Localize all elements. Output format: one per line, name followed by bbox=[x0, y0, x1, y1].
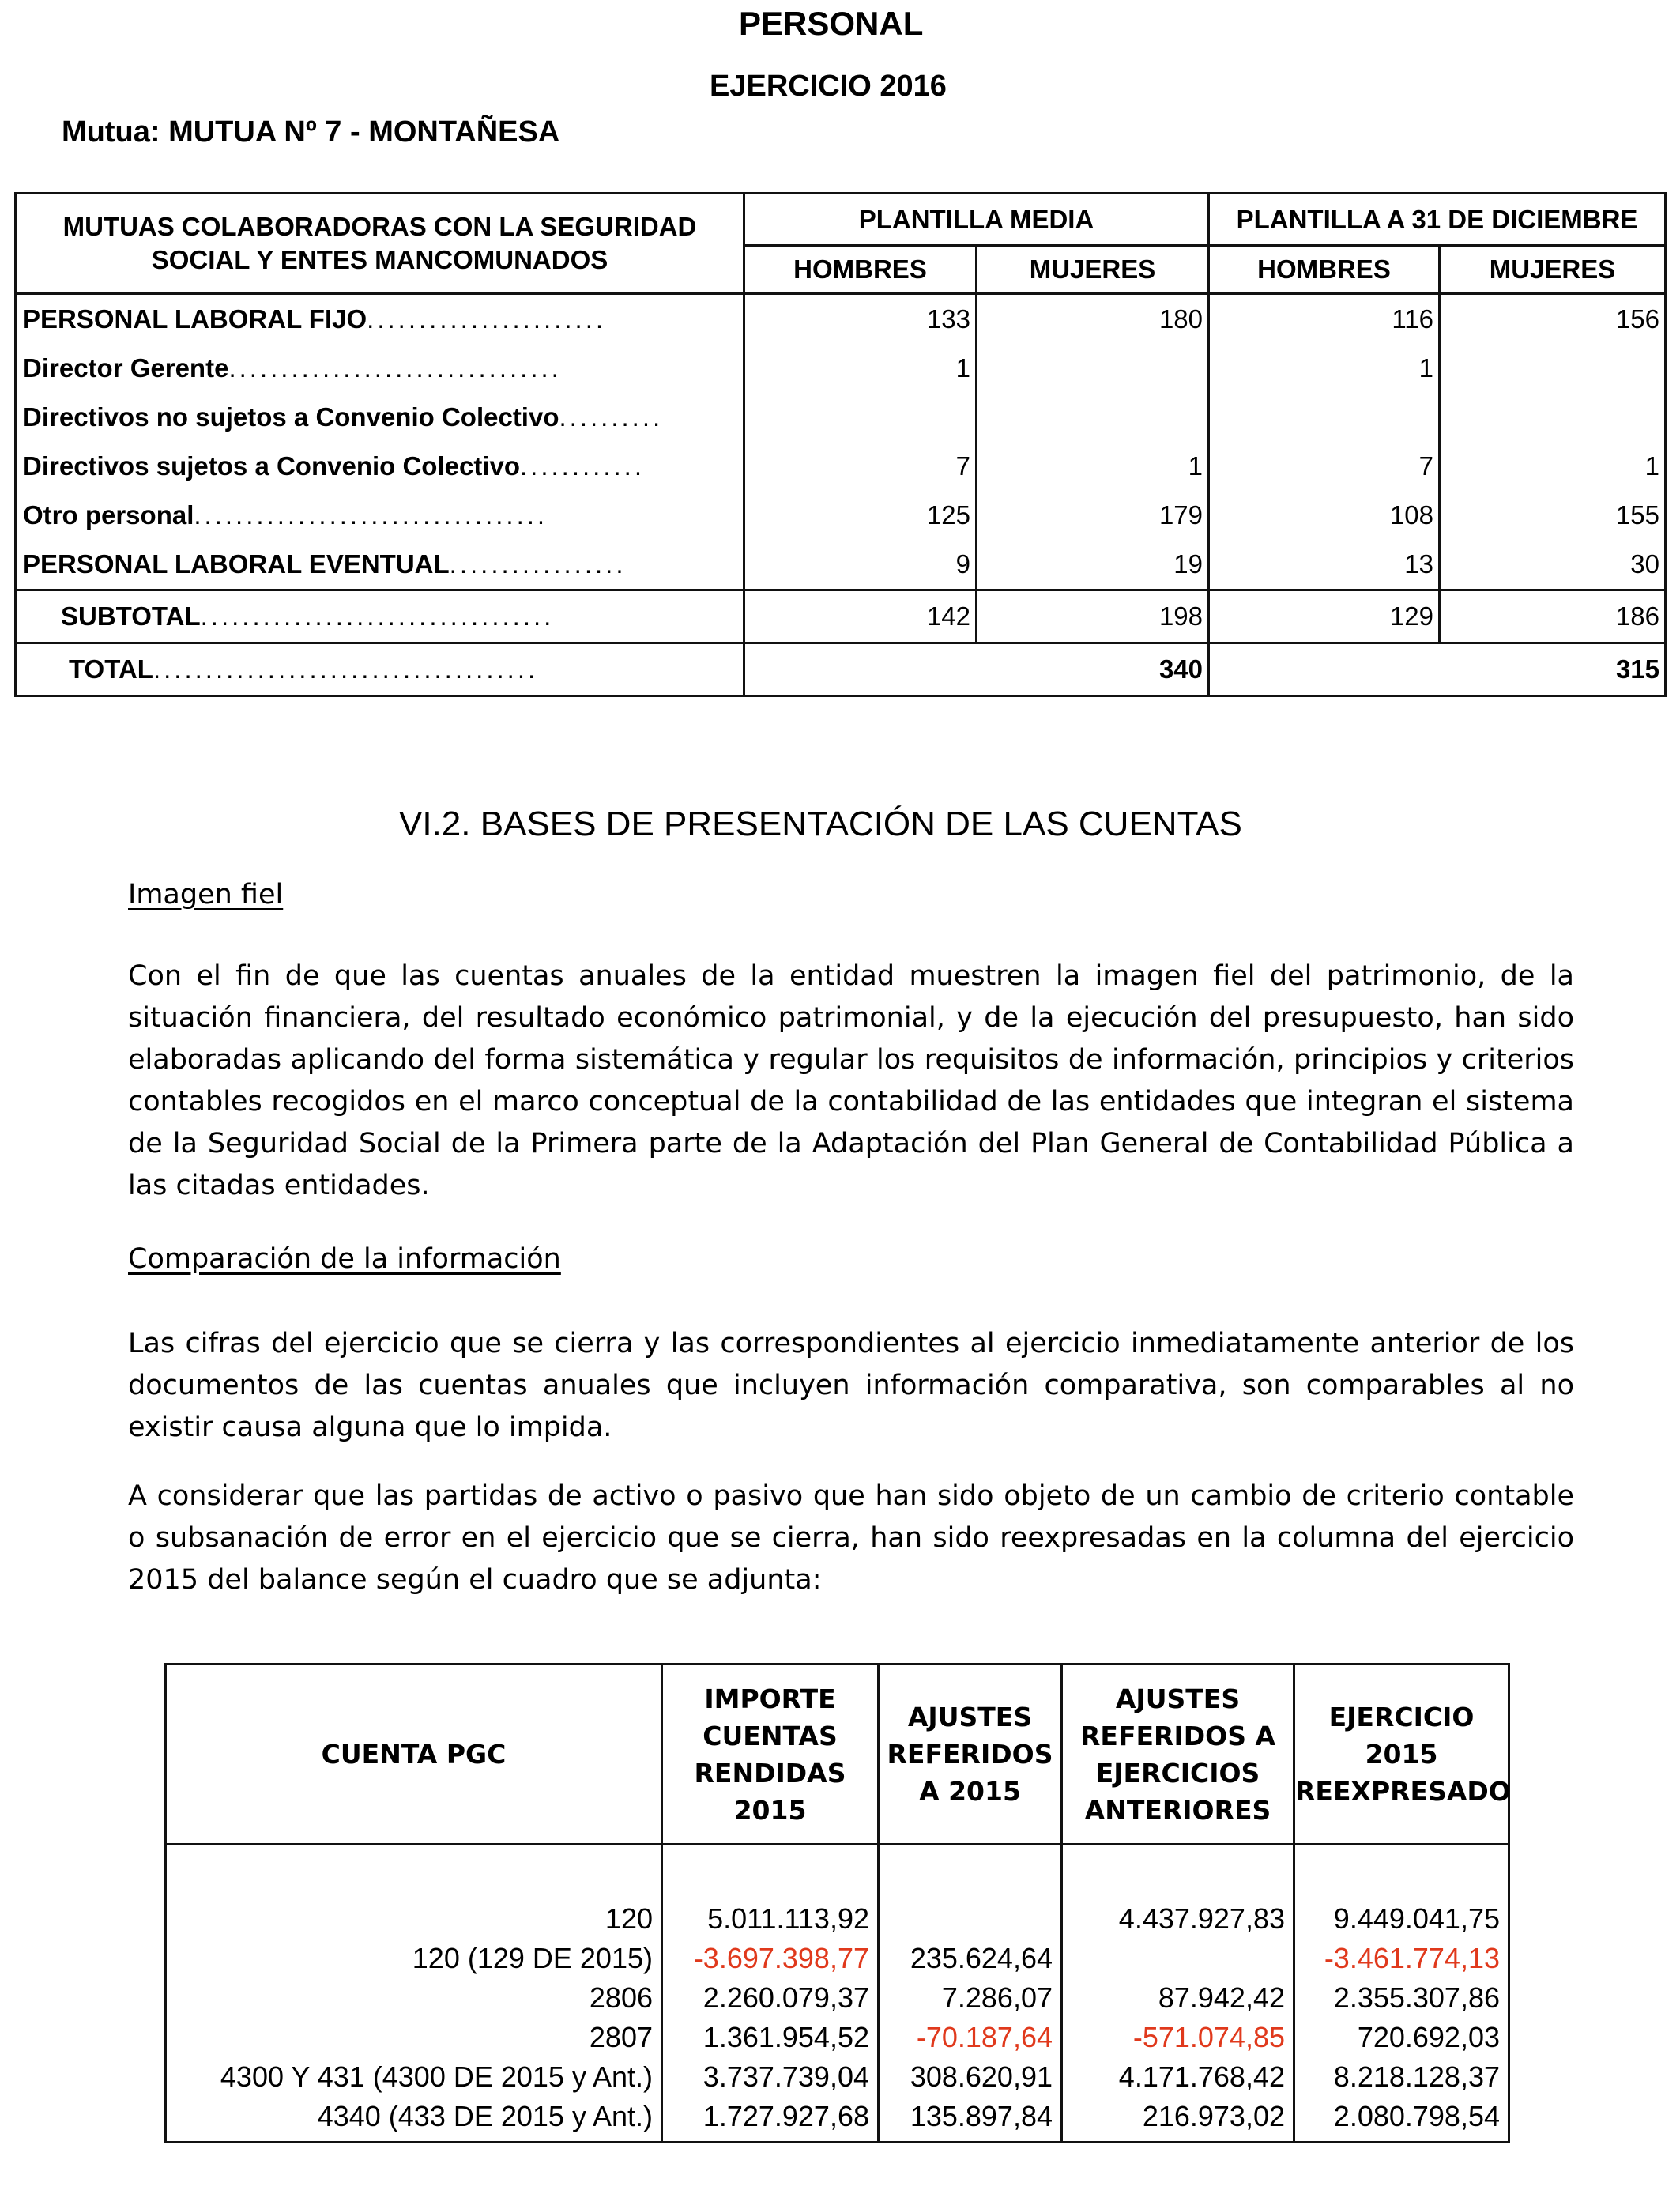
subtotal-row bbox=[16, 590, 1666, 643]
entity-header-line2: SOCIAL Y ENTES MANCOMUNADOS bbox=[151, 245, 608, 274]
cell-importe: 1.727.927,68 bbox=[662, 2097, 879, 2143]
header-ajustes-anteriores bbox=[1062, 1664, 1294, 1845]
cell-ejer: 2.080.798,54 bbox=[1294, 2097, 1509, 2143]
header-line: CUENTAS bbox=[703, 1720, 838, 1751]
subtotal-dic-hombres: 129 bbox=[1209, 590, 1440, 643]
reexpression-table bbox=[164, 1663, 1510, 2143]
table-row bbox=[16, 344, 1666, 393]
cell-ajant: -571.074,85 bbox=[1062, 2018, 1294, 2057]
cell-aj2015: 308.620,91 bbox=[879, 2057, 1062, 2097]
table-row bbox=[166, 2057, 1509, 2097]
cell-cuenta: 2807 bbox=[166, 2018, 662, 2057]
page-title: PERSONAL bbox=[739, 5, 924, 42]
header-line: REEXPRESADO bbox=[1295, 1776, 1511, 1807]
cell-dic-mujeres bbox=[1440, 344, 1666, 393]
header-ajustes-2015 bbox=[879, 1664, 1062, 1845]
table-row bbox=[166, 1899, 1509, 1939]
col-dic-hombres: HOMBRES bbox=[1209, 246, 1440, 294]
cell-ajant: 4.437.927,83 bbox=[1062, 1899, 1294, 1939]
header-line: EJERCICIOS bbox=[1095, 1757, 1260, 1789]
paragraph-imagen-fiel: Con el fin de que las cuentas anuales de la entidad muestren la imagen fiel del patrimonio, de la situación financiera, del resultado económico patrimonial, y de la ejecución del presupuesto, han sido elaboradas aplicando del forma sistemática y regular los requisitos de información, principios y criterios contables recogidos en el marco conceptual de la contabilidad de las entidades que integran el sistema de la Seguridad Social de la Primera parte de la Adaptación del Plan General de Contabilidad Pública a las citadas entidades. bbox=[128, 960, 1574, 1201]
mutua-name: Mutua: MUTUA Nº 7 - MONTAÑESA bbox=[62, 115, 560, 149]
cell-aj2015: 135.897,84 bbox=[879, 2097, 1062, 2143]
paragraph-comparacion: Las cifras del ejercicio que se cierra y las correspondientes al ejercicio inmediatamente anterior de los documentos de las cuentas anuales que incluyen información comparativa, son comparables al no existir causa alguna que lo impida. bbox=[128, 1328, 1574, 1443]
cell-ejer: 2.355.307,86 bbox=[1294, 1978, 1509, 2018]
cell-ejer: 9.449.041,75 bbox=[1294, 1899, 1509, 1939]
cell-dic-hombres: 108 bbox=[1209, 491, 1440, 540]
row-label: Directivos sujetos a Convenio Colectivo............ bbox=[16, 442, 744, 491]
header-line: A 2015 bbox=[919, 1776, 1021, 1807]
section-title: VI.2. BASES DE PRESENTACIÓN DE LAS CUENTAS bbox=[399, 805, 1242, 843]
cell-cuenta: 4340 (433 DE 2015 y Ant.) bbox=[166, 2097, 662, 2143]
table-row bbox=[16, 491, 1666, 540]
cell-cuenta: 4300 Y 431 (4300 DE 2015 y Ant.) bbox=[166, 2057, 662, 2097]
cell-dic-hombres bbox=[1209, 393, 1440, 442]
entity-header-line1: MUTUAS COLABORADORAS CON LA SEGURIDAD bbox=[62, 212, 697, 241]
cell-media-hombres: 7 bbox=[744, 442, 977, 491]
exercise-year: EJERCICIO 2016 bbox=[710, 70, 947, 103]
header-line: IMPORTE bbox=[704, 1683, 836, 1714]
cell-importe: 5.011.113,92 bbox=[662, 1899, 879, 1939]
header-line: 2015 bbox=[733, 1794, 807, 1826]
cell-media-hombres: 133 bbox=[744, 294, 977, 345]
entity-header bbox=[16, 194, 744, 294]
cell-cuenta: 120 bbox=[166, 1899, 662, 1939]
cell-ajant: 4.171.768,42 bbox=[1062, 2057, 1294, 2097]
total-row bbox=[16, 643, 1666, 696]
subtotal-label: SUBTOTAL.................................. bbox=[16, 590, 744, 643]
cell-media-mujeres: 180 bbox=[977, 294, 1209, 345]
spacer-row bbox=[166, 1845, 1509, 1900]
subtotal-media-hombres: 142 bbox=[744, 590, 977, 643]
cell-media-mujeres: 1 bbox=[977, 442, 1209, 491]
cell-aj2015: 235.624,64 bbox=[879, 1939, 1062, 1978]
cell-dic-mujeres: 1 bbox=[1440, 442, 1666, 491]
subtotal-media-mujeres: 198 bbox=[977, 590, 1209, 643]
total-label: TOTAL..................................... bbox=[16, 643, 744, 696]
row-label: Directivos no sujetos a Convenio Colectivo.......... bbox=[16, 393, 744, 442]
table-row bbox=[16, 393, 1666, 442]
row-label: PERSONAL LABORAL FIJO....................... bbox=[16, 294, 744, 345]
header-line: EJERCICIO bbox=[1328, 1702, 1475, 1732]
header-line: AJUSTES bbox=[1115, 1683, 1241, 1714]
cell-media-hombres: 9 bbox=[744, 540, 977, 590]
cell-ejer: 720.692,03 bbox=[1294, 2018, 1509, 2057]
header-line: REFERIDOS A bbox=[1080, 1720, 1275, 1751]
table-row bbox=[166, 1939, 1509, 1978]
header-line: RENDIDAS bbox=[694, 1757, 846, 1789]
row-label: Director Gerente................................ bbox=[16, 344, 744, 393]
table-row bbox=[16, 442, 1666, 491]
header-importe bbox=[662, 1664, 879, 1845]
cell-aj2015: -70.187,64 bbox=[879, 2018, 1062, 2057]
cell-media-hombres: 1 bbox=[744, 344, 977, 393]
cell-media-mujeres bbox=[977, 344, 1209, 393]
cell-cuenta: 2806 bbox=[166, 1978, 662, 2018]
cell-importe: 3.737.739,04 bbox=[662, 2057, 879, 2097]
cell-ajant: 216.973,02 bbox=[1062, 2097, 1294, 2143]
header-line: ANTERIORES bbox=[1084, 1794, 1271, 1826]
cell-dic-hombres: 13 bbox=[1209, 540, 1440, 590]
header-line: REFERIDOS bbox=[887, 1739, 1053, 1770]
table-row bbox=[166, 2097, 1509, 2143]
col-media-mujeres: MUJERES bbox=[977, 246, 1209, 294]
cell-media-mujeres: 179 bbox=[977, 491, 1209, 540]
group-plantilla-media: PLANTILLA MEDIA bbox=[744, 194, 1209, 246]
paragraph-reexpresion: A considerar que las partidas de activo o pasivo que han sido objeto de un cambio de criterio contable o subsanación de error en el ejercicio que se cierra, han sido reexpresadas en la columna del ejercicio 2015 del balance según el cuadro que se adjunta: bbox=[128, 1480, 1574, 1596]
cell-dic-hombres: 116 bbox=[1209, 294, 1440, 345]
total-dic: 315 bbox=[1209, 643, 1666, 696]
table-row bbox=[16, 294, 1666, 345]
cell-importe: -3.697.398,77 bbox=[662, 1939, 879, 1978]
cell-dic-mujeres: 156 bbox=[1440, 294, 1666, 345]
row-label: PERSONAL LABORAL EVENTUAL................. bbox=[16, 540, 744, 590]
cell-dic-mujeres: 30 bbox=[1440, 540, 1666, 590]
cell-dic-mujeres: 155 bbox=[1440, 491, 1666, 540]
col-media-hombres: HOMBRES bbox=[744, 246, 977, 294]
header-line: AJUSTES bbox=[907, 1702, 1033, 1732]
staff-table bbox=[14, 192, 1667, 697]
subheading-imagen-fiel: Imagen fiel bbox=[128, 879, 284, 910]
header-cuenta-pgc: CUENTA PGC bbox=[166, 1664, 662, 1845]
group-plantilla-diciembre: PLANTILLA A 31 DE DICIEMBRE bbox=[1209, 194, 1666, 246]
cell-aj2015: 7.286,07 bbox=[879, 1978, 1062, 2018]
cell-dic-hombres: 7 bbox=[1209, 442, 1440, 491]
table-row bbox=[16, 540, 1666, 590]
cell-ejer: -3.461.774,13 bbox=[1294, 1939, 1509, 1978]
cell-dic-hombres: 1 bbox=[1209, 344, 1440, 393]
cell-importe: 1.361.954,52 bbox=[662, 2018, 879, 2057]
cell-dic-mujeres bbox=[1440, 393, 1666, 442]
table-row bbox=[166, 1978, 1509, 2018]
table-row bbox=[166, 2018, 1509, 2057]
cell-ajant: 87.942,42 bbox=[1062, 1978, 1294, 2018]
col-dic-mujeres: MUJERES bbox=[1440, 246, 1666, 294]
cell-ejer: 8.218.128,37 bbox=[1294, 2057, 1509, 2097]
total-media: 340 bbox=[744, 643, 1209, 696]
cell-media-mujeres: 19 bbox=[977, 540, 1209, 590]
cell-cuenta: 120 (129 DE 2015) bbox=[166, 1939, 662, 1978]
cell-media-hombres: 125 bbox=[744, 491, 977, 540]
row-label: Otro personal.................................. bbox=[16, 491, 744, 540]
header-ejercicio-reexpresado bbox=[1294, 1664, 1509, 1845]
cell-ajant bbox=[1062, 1939, 1294, 1978]
cell-media-hombres bbox=[744, 393, 977, 442]
cell-media-mujeres bbox=[977, 393, 1209, 442]
cell-importe: 2.260.079,37 bbox=[662, 1978, 879, 2018]
subheading-comparacion: Comparación de la información bbox=[128, 1243, 561, 1275]
header-line: 2015 bbox=[1365, 1739, 1438, 1770]
cell-aj2015 bbox=[879, 1899, 1062, 1939]
subtotal-dic-mujeres: 186 bbox=[1440, 590, 1666, 643]
